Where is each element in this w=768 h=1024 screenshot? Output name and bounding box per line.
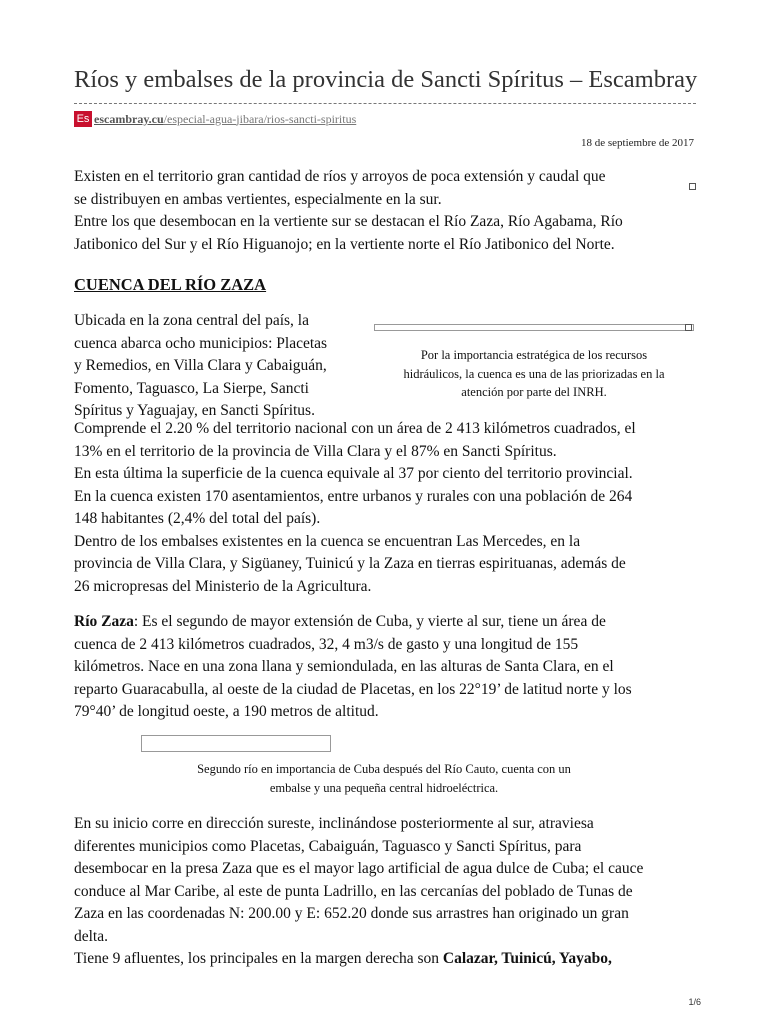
rio-zaza-paragraph — [74, 611, 698, 724]
text-line: En su inicio corre en dirección sureste, inclinándose posteriormente al sur, atraviesa — [74, 815, 594, 832]
text-line: Comprende el 2.20 % del territorio nacional con un área de 2 413 kilómetros cuadrados, el — [74, 420, 636, 437]
rio-zaza-first-line: : Es el segundo de mayor extensión de Cuba, y vierte al sur, tiene un área de — [133, 613, 606, 630]
text-line: 13% en el territorio de la provincia de Villa Clara y el 87% en Sancti Spíritus. — [74, 442, 557, 460]
basin-paragraph — [74, 418, 698, 598]
intro-paragraph — [74, 166, 698, 256]
article-title: Ríos y embalses de la provincia de Sancti Spíritus – Escambray — [74, 66, 698, 93]
text-line: Dentro de los embalses existentes en la cuenca se encuentran Las Mercedes, en la — [74, 532, 581, 550]
figure-2-image — [141, 735, 331, 752]
text-line: cuenca de 2 413 kilómetros cuadrados, 32, 4 m3/s de gasto y una longitud de 155 — [74, 635, 579, 653]
text-line: Spíritus y Yaguajay, en Sancti Spíritus. — [74, 402, 315, 419]
text-line: conduce al Mar Caribe, al este de punta Ladrillo, en las cercanías del poblado de Tunas de — [74, 882, 633, 900]
text-line: Zaza en las coordenadas N: 200.00 y E: 652.20 donde sus arrastres han originado un gran — [74, 905, 629, 922]
text-line: Jatibonico del Sur y el Río Higuanojo; en la vertiente norte el Río Jatibonico del Norte. — [74, 235, 615, 253]
basin-float-paragraph — [74, 310, 374, 423]
text-line: reparto Guaracabulla, al oeste de la ciudad de Placetas, en los 22°19’ de latitud norte y los — [74, 680, 632, 698]
caption-line: atención por parte del INRH. — [461, 385, 607, 399]
text-line: En esta última la superficie de la cuenca equivale al 37 por ciento del territorio provincial. — [74, 465, 633, 482]
text-line: Existen en el territorio gran cantidad de ríos y arroyos de poca extensión y caudal que — [74, 168, 606, 185]
text-line: 26 micropresas del Ministerio de la Agricultura. — [74, 577, 372, 595]
figure-1-caption — [376, 346, 692, 402]
text-line: diferentes municipios como Placetas, Cabaiguán, Taguasco y Sancti Spíritus, para — [74, 837, 582, 855]
caption-line: Segundo río en importancia de Cuba después del Río Cauto, cuenta con un — [197, 762, 571, 776]
site-favicon-icon: Es — [74, 111, 92, 127]
caption-line: Por la importancia estratégica de los recursos — [420, 348, 648, 362]
title-divider — [74, 103, 696, 104]
figure-1-image — [374, 324, 694, 331]
text-line — [74, 948, 698, 971]
text-line: Fomento, Taguasco, La Sierpe, Sancti — [74, 379, 309, 397]
text-line: 79°40’ de longitud oeste, a 190 metros de altitud. — [74, 703, 379, 720]
embedded-image-placeholder-icon — [689, 183, 696, 190]
source-domain-link[interactable]: escambray.cu — [94, 111, 164, 126]
tributaries-text: Tiene 9 afluentes, los principales en la margen derecha son — [74, 950, 443, 967]
text-line: y Remedios, en Villa Clara y Cabaiguán, — [74, 357, 327, 374]
text-line: Ubicada en la zona central del país, la — [74, 312, 309, 329]
tributaries-bold: Calazar, Tuinicú, Yayabo, — [442, 950, 612, 967]
text-line: kilómetros. Nace en una zona llana y semiondulada, en las alturas de Santa Clara, en el — [74, 658, 614, 675]
rio-zaza-label: Río Zaza — [74, 613, 134, 630]
course-paragraph — [74, 813, 698, 971]
text-line: En la cuenca existen 170 asentamientos, entre urbanos y rurales con una población de 264 — [74, 487, 633, 505]
text-line: desembocar en la presa Zaza que es el mayor lago artificial de agua dulce de Cuba; el cauce — [74, 860, 644, 877]
article-date: 18 de septiembre de 2017 — [580, 137, 694, 149]
source-path-link[interactable]: /especial-agua-jibara/rios-sancti-spiritus — [163, 111, 357, 126]
text-line — [74, 611, 698, 634]
text-line: Entre los que desembocan en la vertiente sur se destacan el Río Zaza, Río Agabama, Río — [74, 213, 623, 230]
text-line: se distribuyen en ambas vertientes, especialmente en la sur. — [74, 190, 442, 208]
image-corner-icon — [685, 324, 692, 331]
source-line — [74, 111, 356, 127]
section-title: CUENCA DEL RÍO ZAZA — [74, 275, 267, 294]
figure-2-caption — [134, 760, 634, 797]
text-line: provincia de Villa Clara, y Sigüaney, Tuinicú y la Zaza en tierras espirituanas, además de — [74, 555, 626, 572]
caption-line: hidráulicos, la cuenca es una de las priorizadas en la — [403, 366, 665, 381]
text-line: delta. — [74, 927, 108, 945]
page-number: 1/6 — [688, 997, 701, 1007]
text-line: cuenca abarca ocho municipios: Placetas — [74, 334, 328, 352]
text-line: 148 habitantes (2,4% del total del país). — [74, 510, 321, 527]
caption-line: embalse y una pequeña central hidroeléctrica. — [269, 780, 499, 795]
